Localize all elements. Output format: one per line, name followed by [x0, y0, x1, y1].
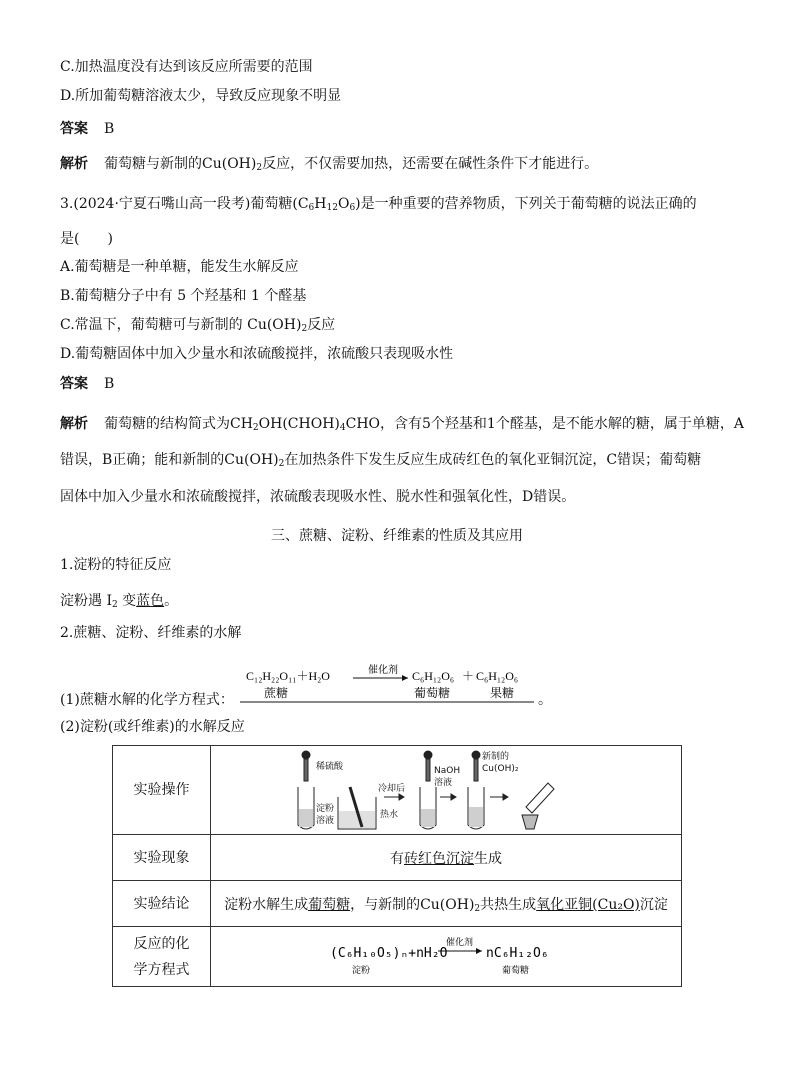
answer-value: B	[104, 376, 115, 392]
table-row	[113, 835, 682, 881]
phenomenon-cell: 有砖红色沉淀生成	[211, 835, 682, 881]
row-header: 实验操作	[113, 746, 211, 835]
apparatus-diagram-cell	[211, 746, 682, 835]
equation-cell	[211, 927, 682, 987]
row-header: 实验结论	[113, 881, 211, 927]
rxn-catalyst: 催化剂	[446, 937, 474, 948]
eq1-name-glucose: 葡萄糖	[414, 686, 451, 700]
eq1-label: (1)蔗糖水解的化学方程式：	[60, 692, 234, 708]
q3-option-d: D.葡萄糖固体中加入少量水和浓硫酸搅拌，浓硫酸只表现吸水性	[60, 346, 454, 362]
eq1-name-sucrose: 蔗糖	[264, 686, 289, 700]
label-naoh-1: NaOH	[434, 766, 461, 776]
eq1-plus: ＋	[462, 669, 475, 683]
table-row	[113, 746, 682, 835]
eq1-product-2: C₆H₁₂O₆	[476, 669, 519, 683]
rxn-rhs: nC₆H₁₂O₆	[486, 945, 549, 961]
starch-iodine-text: 淀粉遇 $I_2$ 变蓝色。	[60, 593, 179, 610]
q3-answer	[60, 374, 114, 394]
rxn-name-starch: 淀粉	[352, 965, 371, 976]
eq2-label: (2)淀粉(或纤维素)的水解反应	[60, 719, 245, 735]
q3-option-c: C.常温下，葡萄糖可与新制的 $Cu(OH)_2$反应	[60, 317, 336, 334]
q3-stem-line2: 是( )	[60, 231, 113, 247]
q3-option-b: B.葡萄糖分子中有 5 个羟基和 1 个醛基	[60, 288, 307, 304]
answer-label: 答案	[60, 121, 88, 137]
section-title: 三、蔗糖、淀粉、纤维素的性质及其应用	[271, 528, 523, 544]
row-header: 实验现象	[113, 835, 211, 881]
analysis-label: 解析	[60, 416, 88, 432]
subsection-1-title: 1.淀粉的特征反应	[60, 557, 172, 573]
label-cu-1: 新制的	[482, 752, 510, 762]
conclusion-cell: 淀粉水解生成葡萄糖，与新制的$Cu(OH)_2$共热生成氧化亚铜(Cu₂O)沉淀	[211, 881, 682, 927]
subsection-2-title: 2.蔗糖、淀粉、纤维素的水解	[60, 625, 242, 641]
eq1-name-fructose: 果糖	[490, 686, 515, 700]
q3-analysis-line3: 固体中加入少量水和浓硫酸搅拌，浓硫酸表现吸水性、脱水性和强氧化性，D错误。	[60, 489, 576, 505]
eq1-lhs: C₁₂H₂₂O₁₁＋H₂O	[246, 669, 330, 683]
label-naoh-2: 溶液	[434, 778, 453, 788]
apparatus-diagram	[276, 747, 616, 833]
rxn-name-glucose: 葡萄糖	[502, 965, 530, 976]
label-cool: 冷却后	[378, 784, 406, 794]
rxn-lhs: (C₆H₁₀O₅)ₙ+nH₂O	[330, 945, 448, 961]
q3-analysis-line2: 错误，B正确；能和新制的$Cu(OH)_2$在加热条件下发生反应生成砖红色的氧化亚铜沉淀，C错误；葡萄糖	[60, 452, 702, 469]
eq1-product-1: C₆H₁₂O₆	[412, 669, 455, 683]
q2-option-d: D.所加葡萄糖溶液太少，导致反应现象不明显	[60, 88, 342, 104]
analysis-label: 解析	[60, 156, 88, 172]
eq1-end: 。	[538, 692, 552, 708]
q3-analysis-line1: 解析 葡萄糖的结构简式为$CH_2OH(CHOH)_4CHO$，含有5个羟基和1个醛基，是不能水解的糖，属于单糖，A	[60, 416, 744, 433]
label-hot-water: 热水	[380, 810, 399, 820]
table-row	[113, 881, 682, 927]
analysis-text: 葡萄糖与新制的$Cu(OH)_2$反应，不仅需要加热，还需要在碱性条件下才能进行。	[104, 156, 599, 173]
eq1-catalyst: 催化剂	[368, 665, 398, 676]
sucrose-hydrolysis-equation	[238, 664, 538, 704]
starch-hydrolysis-equation	[326, 935, 566, 979]
label-cu-2: Cu(OH)₂	[482, 764, 519, 774]
q2-analysis	[60, 154, 598, 178]
label-starch-2: 溶液	[316, 816, 335, 826]
row-header: 反应的化 学方程式	[113, 927, 211, 987]
blue-answer: 蓝色	[136, 593, 165, 609]
label-starch-1: 淀粉	[316, 804, 335, 814]
experiment-table	[112, 745, 682, 987]
table-row	[113, 927, 682, 987]
answer-label: 答案	[60, 376, 88, 392]
q3-option-a: A.葡萄糖是一种单糖，能发生水解反应	[60, 259, 299, 275]
q2-option-c: C.加热温度没有达到该反应所需要的范围	[60, 59, 313, 75]
q2-answer	[60, 119, 114, 139]
q3-stem: 3.(2024·宁夏石嘴山高一段考)葡萄糖$(C_6H_{12}O_6)$是一种重要的营养物质，下列关于葡萄糖的说法正确的	[60, 196, 697, 213]
label-dilute-acid: 稀硫酸	[316, 762, 344, 772]
answer-value: B	[104, 121, 115, 137]
